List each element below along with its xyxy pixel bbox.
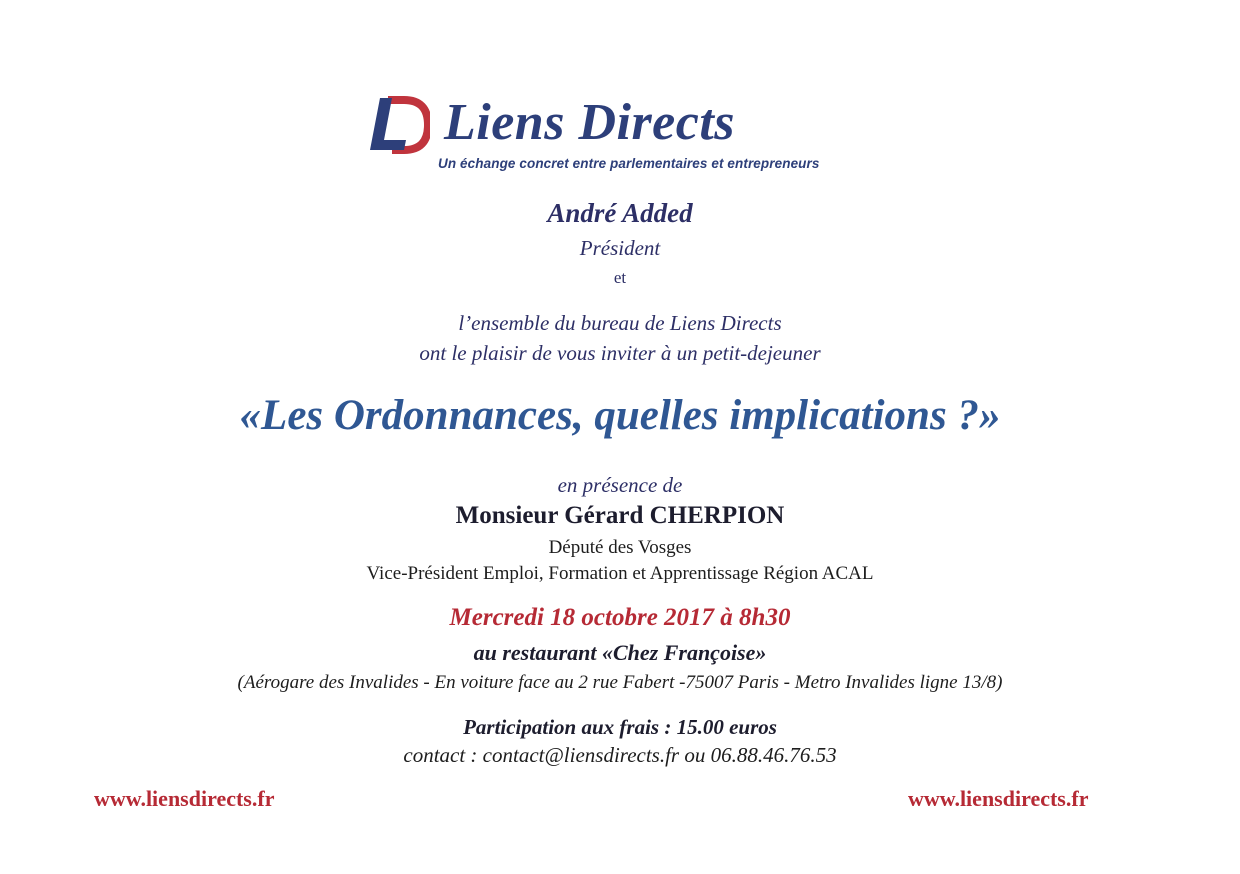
logo-brand-name: Liens Directs	[444, 94, 736, 151]
conjunction-text: et	[613, 268, 627, 287]
guest-role-1: Député des Vosges	[548, 537, 692, 558]
contact-info: contact : contact@liensdirects.fr ou 06.88.46.76.53	[403, 743, 837, 767]
liens-directs-logo-mark-icon	[366, 94, 430, 156]
event-venue: au restaurant «Chez Françoise»	[473, 640, 767, 665]
participation-fee: Participation aux frais : 15.00 euros	[463, 715, 777, 739]
invitation-line-1: l’ensemble du bureau de Liens Directs	[458, 311, 782, 335]
host-role: Président	[579, 236, 661, 260]
invitation-line-2: ont le plaisir de vous inviter à un petit-dejeuner	[419, 341, 821, 365]
logo-tagline: Un échange concret entre parlementaires et entrepreneurs	[438, 156, 820, 171]
website-link-right[interactable]: www.liensdirects.fr	[908, 786, 1089, 811]
guest-name: Monsieur Gérard CHERPION	[455, 502, 785, 529]
logo	[366, 88, 906, 178]
website-link-left[interactable]: www.liensdirects.fr	[94, 786, 275, 811]
event-date: Mercredi 18 octobre 2017 à 8h30	[449, 604, 791, 631]
host-name: André Added	[547, 198, 693, 228]
event-address: (Aérogare des Invalides - En voiture face au 2 rue Fabert -75007 Paris - Metro Invalides ligne 13/8)	[237, 672, 1003, 693]
event-title: «Les Ordonnances, quelles implications ?»	[239, 392, 1001, 439]
guest-role-2: Vice-Président Emploi, Formation et Apprentissage Région ACAL	[366, 563, 874, 584]
presence-text: en présence de	[557, 473, 683, 497]
